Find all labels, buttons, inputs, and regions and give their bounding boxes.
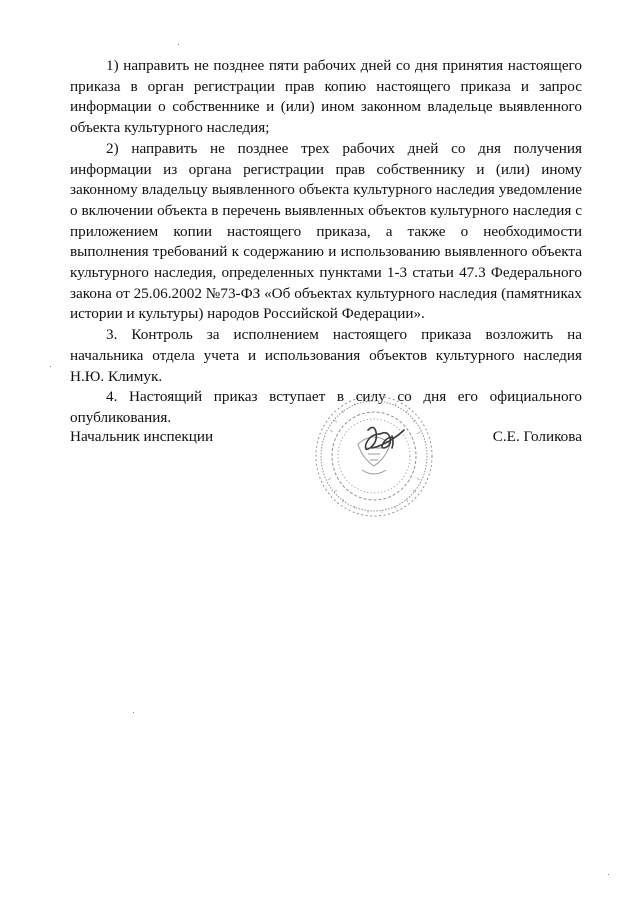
paragraph-item-1: 1) направить не позднее пяти рабочих дней со дня принятия настоящего приказа в орган регистрации прав копию настоящего приказа и запрос информации о собственнике и (или) ином законном владельце выявленного объекта культурного наследия; <box>70 57 582 137</box>
scan-speck <box>178 44 179 45</box>
signer-name: С.Е. Голикова <box>492 428 582 445</box>
official-seal-icon <box>310 390 438 526</box>
document-body <box>70 56 582 429</box>
scan-speck <box>50 366 51 367</box>
signer-role: Начальник инспекции <box>70 428 214 445</box>
scan-speck <box>133 712 134 713</box>
paragraph-effective: 4. Настоящий приказ вступает в силу со дня его официального опубликования. <box>70 388 582 426</box>
paragraph-control: 3. Контроль за исполнением настоящего приказа возложить на начальника отдела учета и использования объектов культурного наследия Н.Ю. Климук. <box>70 326 582 385</box>
scan-speck <box>608 874 609 875</box>
paragraph-item-2: 2) направить не позднее трех рабочих дней со дня получения информации из органа регистрации прав собственнику и (или) иному законному владельцу выявленного объекта культурного наследия уведомление о включении объекта в перечень выявленных объектов культурного наследия с приложением копии настоящего приказа, а также о необходимости выполнения требований к содержанию и использованию выявленного объекта культурного наследия, определенных пунктами 1-3 статьи 47.3 Федерального закона от 25.06.2002 №73-ФЗ «Об объектах культурного наследия (памятниках истории и культуры) народов Российской Федерации». <box>70 139 582 323</box>
